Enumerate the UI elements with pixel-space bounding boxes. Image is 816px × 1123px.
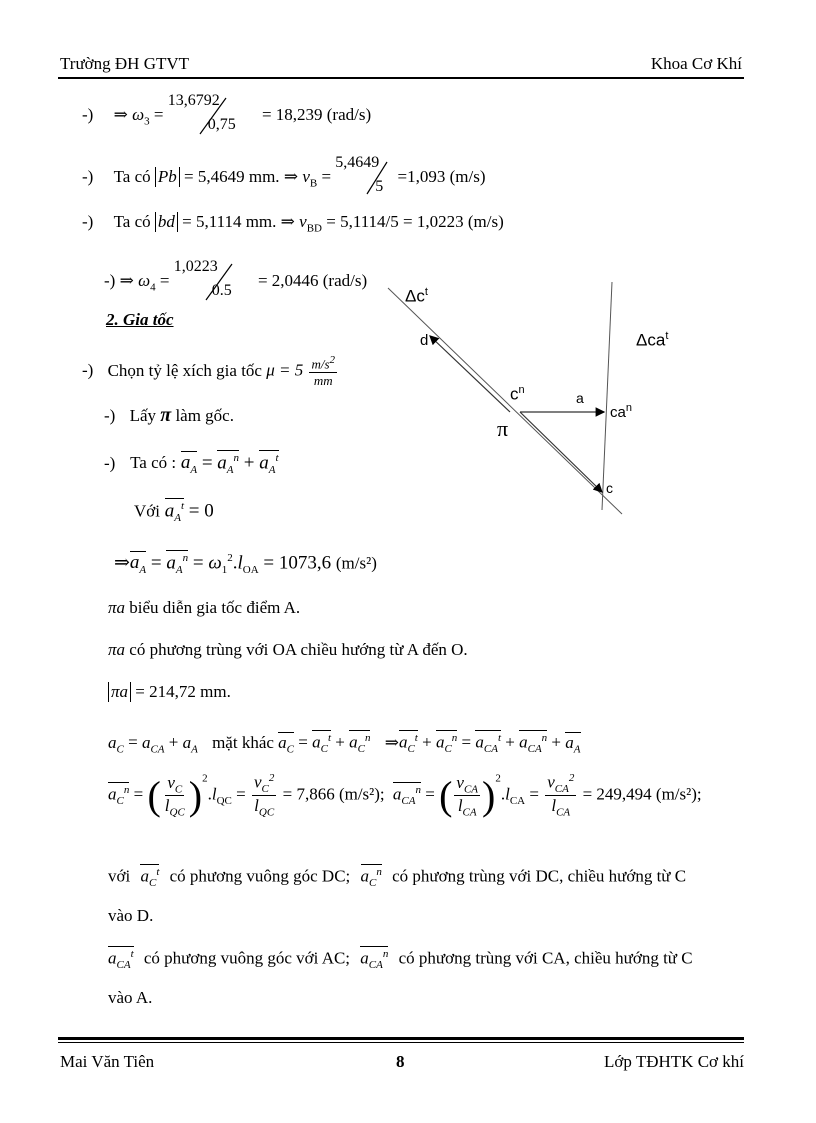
- ac-decomposition-line: $a_C = a_{CA} + a_A$ mặt khác $a_C = a_C^t + a_C^n$ $\Rightarrow a_C^t + a_C^n = a_{CA}^t + a_{CA}^n + a_A$: [108, 732, 581, 756]
- omega3-line: -) ⇒ $\omega_3$ = 13,6792 0,75 = 18,239 (rad/s): [82, 92, 372, 133]
- label-a: a: [576, 390, 584, 406]
- footer-rule-1: [58, 1037, 744, 1040]
- label-delta-ct: $\Delta c^t$: [405, 286, 428, 306]
- section-heading: 2. Gia tốc: [106, 310, 174, 329]
- footer-rule-2: [58, 1042, 744, 1043]
- label-c: c: [606, 480, 613, 496]
- ta-co-line: -) Ta có : $a_A = a_A^n + a_A^t$: [104, 452, 279, 477]
- normal-accel-line: $a_C^n$ = ( $v_C$ $l_{QC}$ )$^2.l_{QC}$ = $v_C^2$ $l_{QC}$ = 7,866 (m/s²); $a_{CA}^n$ = ( $v_{CA}$ $l_{CA}$ )$^2.l_{CA}$ = $v_{CA}^2$ $l_{CA}$ = 249,494 (m/s²);: [108, 772, 702, 819]
- voi-line: Với $a_A^t = 0$: [134, 500, 214, 525]
- paragraph-1-cont: vào D.: [108, 906, 154, 925]
- header-left: Trường ĐH GTVT: [60, 54, 190, 73]
- page-number: 8: [396, 1052, 405, 1071]
- omega4-line: -) ⇒ $\omega_4$ = 1,0223 0.5 = 2,0446 (rad/s): [104, 258, 368, 299]
- label-cn: $c^n$: [510, 384, 525, 404]
- paragraph-2-cont: vào A.: [108, 988, 153, 1007]
- aa-result-line: $\Rightarrow a_A = a_A^n = \omega_1^2.l_{OA} = 1073,6$ (m/s²): [114, 552, 377, 577]
- header-rule: [58, 77, 744, 79]
- vbd-line: -) Ta có bd = 5,1114 mm. ⇒ $v_{BD} = 5,1114/5 = 1,0223$ (m/s): [82, 212, 504, 235]
- header-right: Khoa Cơ Khí: [650, 54, 742, 73]
- pa-line-1: πa biểu diễn gia tốc điểm A.: [108, 598, 301, 617]
- pa-line-2: πa có phương trùng với OA chiều hướng từ A đến O.: [108, 640, 468, 659]
- delta-ct-line: [388, 288, 622, 514]
- label-can: $ca^n$: [610, 402, 632, 421]
- c-arrow: [520, 412, 602, 492]
- label-pi: π: [497, 416, 509, 441]
- pa-length-line: πa = 214,72 mm.: [108, 682, 231, 702]
- paragraph-2: $a_{CA}^t$ có phương vuông góc với AC; $a_{CA}^n$ có phương trùng với CA, chiều hướng từ C: [108, 948, 693, 972]
- footer-right: Lớp TĐHTK Cơ khí: [604, 1052, 744, 1071]
- label-d: d: [420, 332, 429, 349]
- label-delta-cat: Δca$^t$: [636, 330, 669, 350]
- vb-line: -) Ta có Pb = 5,4649 mm. ⇒ $v_B$ = 5,4649 5 =1,093 (m/s): [82, 154, 486, 195]
- scale-line: -) Chọn tỷ lệ xích gia tốc μ = 5 $\frac{m/s^2}{mm}$: [82, 354, 336, 389]
- d-arrow: [430, 336, 510, 412]
- delta-cat-line: [602, 282, 612, 510]
- acceleration-diagram: [380, 270, 700, 530]
- origin-line: -) Lấy π làm gốc.: [104, 404, 234, 426]
- paragraph-1: với $a_C^t$ có phương vuông góc DC; $a_C^n$ có phương trùng với DC, chiều hướng từ C: [108, 866, 687, 890]
- footer-left: Mai Văn Tiên: [60, 1052, 155, 1071]
